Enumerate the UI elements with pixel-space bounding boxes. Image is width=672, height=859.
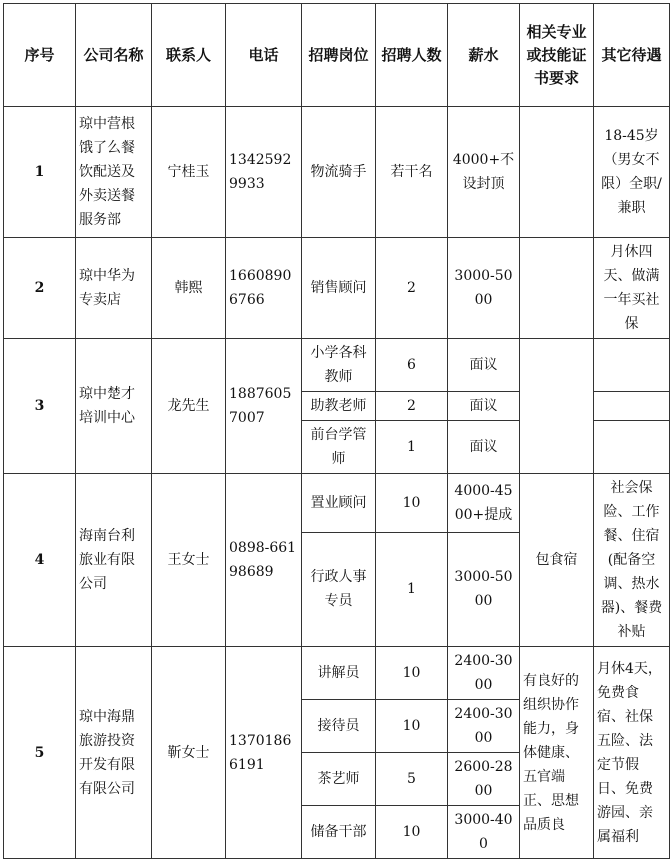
count-cell: 2 [376,392,448,421]
table-row [4,238,670,339]
count-cell: 1 [376,421,448,474]
company-cell: 琼中楚才培训中心 [76,339,152,474]
header-salary: 薪水 [448,4,520,107]
table-row [4,474,670,533]
count-cell: 5 [376,753,448,806]
company-cell: 琼中营根饿了么餐饮配送及外卖送餐服务部 [76,107,152,238]
benefits-cell: 月休4天，免费食宿、社保五险、法定节假日、免费游园、亲属福利 [594,647,670,859]
contact-cell: 龙先生 [152,339,226,474]
company-cell: 琼中海鼎旅游投资开发有限有限公司 [76,647,152,859]
contact-cell: 韩熙 [152,238,226,339]
seq-cell: 2 [4,238,76,339]
salary-cell: 3000-5000 [448,238,520,339]
salary-cell: 3000-400 [448,806,520,859]
header-phone: 电话 [226,4,302,107]
salary-cell: 面议 [448,392,520,421]
benefits-cell: 18-45岁（男女不限）全职/兼职 [594,107,670,238]
position-cell: 接待员 [302,700,376,753]
count-cell: 10 [376,700,448,753]
seq-cell: 3 [4,339,76,474]
position-cell: 讲解员 [302,647,376,700]
position-cell: 小学各科教师 [302,339,376,392]
requirement-cell: 包食宿 [520,474,594,647]
header-requirement: 相关专业或技能证书要求 [520,4,594,107]
position-cell: 前台学管师 [302,421,376,474]
seq-cell: 1 [4,107,76,238]
header-benefits: 其它待遇 [594,4,670,107]
salary-cell: 2400-3000 [448,647,520,700]
phone-cell: 18876057007 [226,339,302,474]
salary-cell: 3000-5000 [448,532,520,646]
salary-cell: 4000-4500+提成 [448,474,520,533]
salary-cell: 面议 [448,339,520,392]
count-cell: 10 [376,806,448,859]
position-cell: 物流骑手 [302,107,376,238]
salary-cell: 2400-3000 [448,700,520,753]
count-cell: 若干名 [376,107,448,238]
count-cell: 6 [376,339,448,392]
table-row [4,107,670,238]
benefits-cell-empty [594,421,670,474]
count-cell: 1 [376,532,448,646]
count-cell: 10 [376,474,448,533]
table-row [4,339,670,392]
position-cell: 行政人事专员 [302,532,376,646]
header-position: 招聘岗位 [302,4,376,107]
position-cell: 置业顾问 [302,474,376,533]
header-company: 公司名称 [76,4,152,107]
benefits-cell-empty [594,392,670,421]
phone-cell: 16608906766 [226,238,302,339]
benefits-cell: 社会保险、工作餐、住宿(配备空调、热水器)、餐费补贴 [594,474,670,647]
phone-cell: 13425929933 [226,107,302,238]
count-cell: 2 [376,238,448,339]
company-cell: 琼中华为专卖店 [76,238,152,339]
requirement-cell [520,339,594,474]
phone-cell: 13701866191 [226,647,302,859]
header-row [4,4,670,107]
contact-cell: 宁桂玉 [152,107,226,238]
requirement-cell [520,107,594,238]
header-count: 招聘人数 [376,4,448,107]
seq-cell: 5 [4,647,76,859]
benefits-cell [594,339,670,392]
header-contact: 联系人 [152,4,226,107]
position-cell: 储备干部 [302,806,376,859]
benefits-cell: 月休四天、做满一年买社保 [594,238,670,339]
phone-cell: 0898-66198689 [226,474,302,647]
contact-cell: 靳女士 [152,647,226,859]
salary-cell: 面议 [448,421,520,474]
recruitment-table-wrapper [3,3,670,859]
salary-cell: 4000+不设封顶 [448,107,520,238]
recruitment-table [3,3,670,859]
company-cell: 海南台利旅业有限公司 [76,474,152,647]
position-cell: 销售顾问 [302,238,376,339]
position-cell: 茶艺师 [302,753,376,806]
seq-cell: 4 [4,474,76,647]
contact-cell: 王女士 [152,474,226,647]
requirement-cell: 有良好的组织协作能力，身体健康、五官端正、思想品质良 [520,647,594,859]
position-cell: 助教老师 [302,392,376,421]
table-row [4,647,670,700]
header-seq: 序号 [4,4,76,107]
salary-cell: 2600-2800 [448,753,520,806]
count-cell: 10 [376,647,448,700]
requirement-cell [520,238,594,339]
